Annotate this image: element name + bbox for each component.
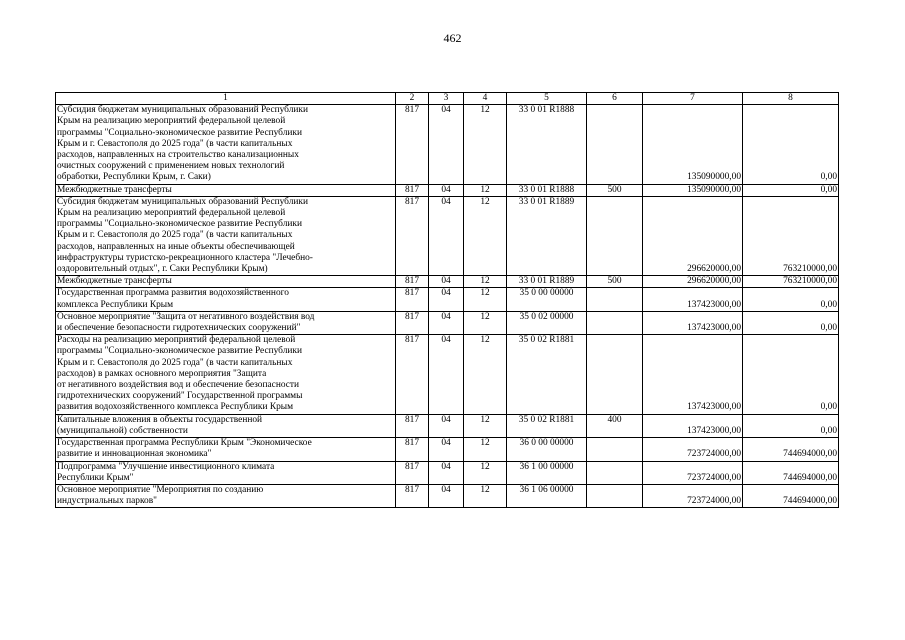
subsection-code: 12 — [464, 335, 507, 414]
target-article-code: 33 0 01 R1888 — [507, 105, 587, 184]
section-code: 04 — [429, 414, 464, 437]
ministry-code: 817 — [396, 184, 429, 196]
table-row — [56, 335, 839, 414]
amount-col8: 763210000,00 — [743, 276, 839, 288]
ministry-code: 817 — [396, 288, 429, 311]
amount-col7: 135090000,00 — [643, 184, 743, 196]
expense-type-code — [587, 288, 643, 311]
ministry-code: 817 — [396, 196, 429, 275]
column-header-2: 2 — [396, 93, 429, 105]
row-description: Субсидия бюджетам муниципальных образований Республики Крым на реализацию мероприятий федеральной целевой программы "Социально-экономическое развитие Республики Крым и г. Севастополя до 2025 года" (в части капитальных расходов, направленных на иные объекты обеспечивающей инфраструктуры туристско-рекреационного кластера "Лечебно- оздоровительный отдых", г. Саки Республики Крым) — [56, 196, 396, 275]
ministry-code: 817 — [396, 484, 429, 507]
expense-type-code — [587, 196, 643, 275]
target-article-code: 36 1 00 00000 — [507, 461, 587, 484]
subsection-code: 12 — [464, 105, 507, 184]
row-description: Субсидия бюджетам муниципальных образований Республики Крым на реализацию мероприятий федеральной целевой программы "Социально-экономическое развитие Республики Крым и г. Севастополя до 2025 года" (в части капитальных расходов, направленных на строительство канализационных очистных сооружений с применением новых технологий обработки, Республики Крым, г. Саки) — [56, 105, 396, 184]
amount-col7: 137423000,00 — [643, 335, 743, 414]
row-description: Подпрограмма "Улучшение инвестиционного климата Республики Крым" — [56, 461, 396, 484]
subsection-code: 12 — [464, 276, 507, 288]
target-article-code: 33 0 01 R1888 — [507, 184, 587, 196]
expense-type-code: 500 — [587, 276, 643, 288]
table-row — [56, 311, 839, 334]
table-row — [56, 288, 839, 311]
subsection-code: 12 — [464, 311, 507, 334]
amount-col7: 296620000,00 — [643, 276, 743, 288]
amount-col8: 744694000,00 — [743, 484, 839, 507]
column-header-1: 1 — [56, 93, 396, 105]
subsection-code: 12 — [464, 438, 507, 461]
target-article-code: 33 0 01 R1889 — [507, 196, 587, 275]
row-description: Основное мероприятие "Защита от негативного воздействия вод и обеспечение безопасности гидротехнических сооружений" — [56, 311, 396, 334]
amount-col8: 0,00 — [743, 184, 839, 196]
table-row — [56, 196, 839, 275]
ministry-code: 817 — [396, 335, 429, 414]
row-description: Межбюджетные трансферты — [56, 276, 396, 288]
table-row — [56, 276, 839, 288]
target-article-code: 36 0 00 00000 — [507, 438, 587, 461]
amount-col8: 0,00 — [743, 105, 839, 184]
expense-type-code — [587, 461, 643, 484]
expense-type-code — [587, 335, 643, 414]
amount-col8: 0,00 — [743, 288, 839, 311]
section-code: 04 — [429, 105, 464, 184]
header-row — [56, 93, 839, 105]
amount-col7: 296620000,00 — [643, 196, 743, 275]
column-header-8: 8 — [743, 93, 839, 105]
expense-type-code: 400 — [587, 414, 643, 437]
expense-type-code — [587, 311, 643, 334]
table-row — [56, 438, 839, 461]
row-description: Основное мероприятие "Мероприятия по созданию индустриальных парков" — [56, 484, 396, 507]
amount-col8: 0,00 — [743, 414, 839, 437]
subsection-code: 12 — [464, 461, 507, 484]
subsection-code: 12 — [464, 184, 507, 196]
amount-col7: 723724000,00 — [643, 438, 743, 461]
amount-col8: 744694000,00 — [743, 438, 839, 461]
expense-type-code — [587, 484, 643, 507]
page-number: 462 — [443, 31, 462, 45]
section-code: 04 — [429, 484, 464, 507]
table-row — [56, 184, 839, 196]
subsection-code: 12 — [464, 196, 507, 275]
row-description: Государственная программа развития водохозяйственного комплекса Республики Крым — [56, 288, 396, 311]
target-article-code: 35 0 02 R1881 — [507, 414, 587, 437]
target-article-code: 35 0 02 00000 — [507, 311, 587, 334]
ministry-code: 817 — [396, 311, 429, 334]
section-code: 04 — [429, 438, 464, 461]
expense-type-code: 500 — [587, 184, 643, 196]
column-header-4: 4 — [464, 93, 507, 105]
table-body — [56, 105, 839, 508]
subsection-code: 12 — [464, 484, 507, 507]
row-description: Капитальные вложения в объекты государственной (муниципальной) собственности — [56, 414, 396, 437]
target-article-code: 36 1 06 00000 — [507, 484, 587, 507]
amount-col7: 137423000,00 — [643, 414, 743, 437]
budget-table — [55, 92, 839, 508]
column-header-3: 3 — [429, 93, 464, 105]
table-row — [56, 461, 839, 484]
amount-col7: 135090000,00 — [643, 105, 743, 184]
section-code: 04 — [429, 461, 464, 484]
expense-type-code — [587, 105, 643, 184]
expense-type-code — [587, 438, 643, 461]
row-description: Межбюджетные трансферты — [56, 184, 396, 196]
row-description: Государственная программа Республики Крым "Экономическое развитие и инновационная экономика" — [56, 438, 396, 461]
subsection-code: 12 — [464, 414, 507, 437]
target-article-code: 35 0 02 R1881 — [507, 335, 587, 414]
section-code: 04 — [429, 184, 464, 196]
amount-col8: 744694000,00 — [743, 461, 839, 484]
table-row — [56, 105, 839, 184]
amount-col7: 137423000,00 — [643, 288, 743, 311]
section-code: 04 — [429, 196, 464, 275]
section-code: 04 — [429, 335, 464, 414]
ministry-code: 817 — [396, 105, 429, 184]
ministry-code: 817 — [396, 276, 429, 288]
row-description: Расходы на реализацию мероприятий федеральной целевой программы "Социально-экономическое развитие Республики Крым и г. Севастополя до 2025 года" (в части капитальных расходов) в рамках основного мероприятия "Защита от негативного воздействия вод и обеспечение безопасности гидротехнических сооружений" Государственной программы развития водохозяйственного комплекса Республики Крым — [56, 335, 396, 414]
ministry-code: 817 — [396, 438, 429, 461]
target-article-code: 33 0 01 R1889 — [507, 276, 587, 288]
amount-col7: 723724000,00 — [643, 484, 743, 507]
section-code: 04 — [429, 276, 464, 288]
table-row — [56, 484, 839, 507]
column-header-7: 7 — [643, 93, 743, 105]
column-header-5: 5 — [507, 93, 587, 105]
section-code: 04 — [429, 288, 464, 311]
amount-col7: 723724000,00 — [643, 461, 743, 484]
ministry-code: 817 — [396, 461, 429, 484]
amount-col8: 763210000,00 — [743, 196, 839, 275]
section-code: 04 — [429, 311, 464, 334]
amount-col8: 0,00 — [743, 311, 839, 334]
subsection-code: 12 — [464, 288, 507, 311]
column-header-6: 6 — [587, 93, 643, 105]
table-row — [56, 414, 839, 437]
target-article-code: 35 0 00 00000 — [507, 288, 587, 311]
ministry-code: 817 — [396, 414, 429, 437]
amount-col8: 0,00 — [743, 335, 839, 414]
amount-col7: 137423000,00 — [643, 311, 743, 334]
